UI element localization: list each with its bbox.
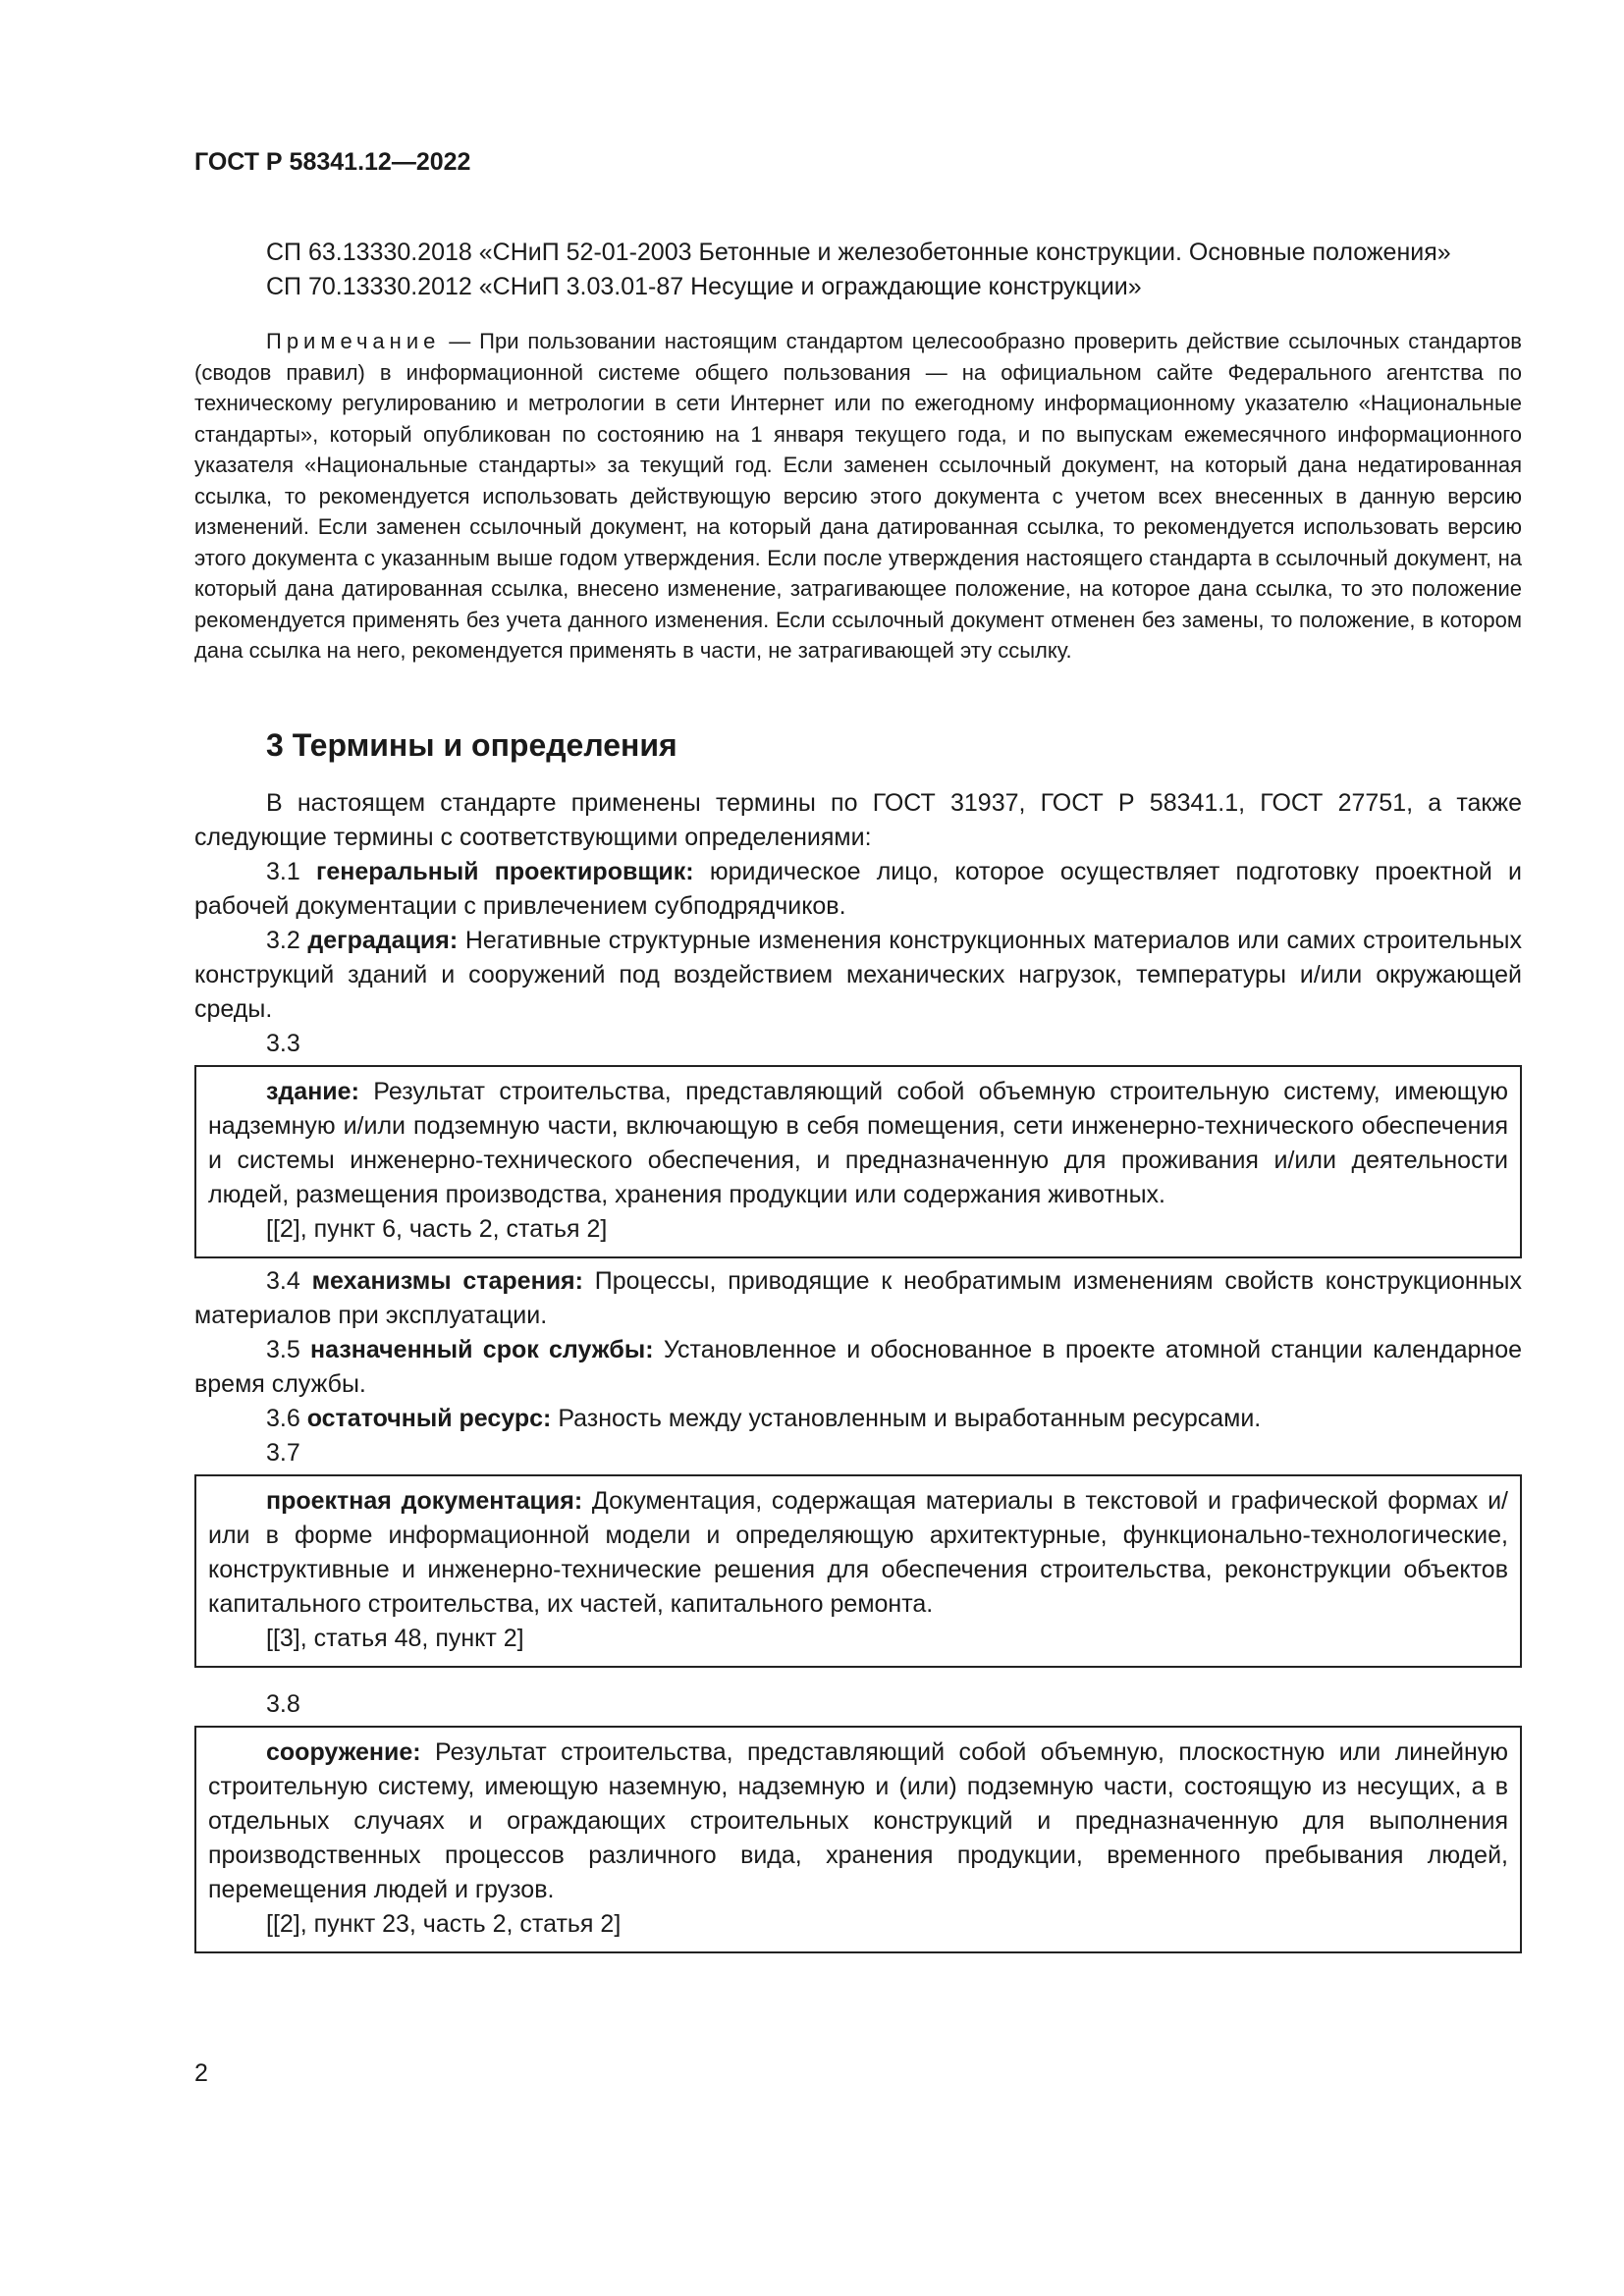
term-entry-3-5: [194, 1333, 1522, 1402]
term-number: 3.5: [266, 1335, 311, 1363]
reference-item: СП 70.13330.2012 «СНиП 3.03.01-87 Несущие и ограждающие конструкции»: [266, 273, 1142, 300]
term-source: [[3], статья 48, пункт 2]: [266, 1624, 524, 1652]
term-definition: Установленное и обоснованное в проекте атомной станции календарное время службы.: [194, 1335, 1523, 1398]
term-name: назначенный срок службы:: [310, 1335, 654, 1363]
document-code-header: ГОСТ Р 58341.12—2022: [194, 148, 471, 176]
term-entry-3-8: [208, 1735, 1508, 1907]
term-name: механизмы старения:: [311, 1266, 583, 1295]
term-definition: Разность между установленным и выработанным ресурсами.: [551, 1404, 1262, 1432]
spacer: [194, 1674, 1522, 1687]
reference-item: СП 63.13330.2018 «СНиП 52-01-2003 Бетонные и железобетонные конструкции. Основные положения»: [266, 239, 1451, 266]
term-entry-3-3: [208, 1075, 1508, 1212]
normative-references: [194, 236, 1522, 304]
term-name: здание:: [266, 1077, 359, 1105]
term-box-3-8: [194, 1726, 1522, 1953]
term-definition: Негативные структурные изменения конструкционных материалов или самих строительных конструкций зданий и сооружений под воздействием механических нагрузок, температуры и/или окружающей среды.: [194, 926, 1523, 1023]
section-intro: В настоящем стандарте применены термины по ГОСТ 31937, ГОСТ Р 58341.1, ГОСТ 27751, а также следующие термины с соответствующими определениями:: [194, 788, 1522, 851]
term-definition: Результат строительства, представляющий собой объемную строительную систему, имеющую надземную и/или подземную части, включающую в себя помещения, сети инженерно-технического обеспечения и системы инженерно-технического обеспечения, и предназначенную для проживания и/или деятельности людей, размещения производства, хранения продукции или содержания животных.: [208, 1077, 1508, 1208]
term-box-3-3: [194, 1065, 1522, 1258]
term-definition: Результат строительства, представляющий собой объемную, плоскостную или линейную строительную систему, имеющую наземную, надземную и (или) подземную части, состоящую из несущих, а в отдельных случаях и ограждающих строительных конструкций и предназначенную для выполнения производственных процессов различного вида, хранения продукции, временного пребывания людей, перемещения людей и грузов.: [208, 1737, 1508, 1903]
term-number-3-8: 3.8: [266, 1689, 300, 1718]
note-label: Примечание: [266, 329, 441, 353]
term-definition: юридическое лицо, которое осуществляет подготовку проектной и рабочей документации с привлечением субподрядчиков.: [194, 857, 1523, 920]
term-entry-3-7: [208, 1484, 1508, 1622]
term-entry-3-1: [194, 855, 1522, 924]
term-number-3-7: 3.7: [266, 1438, 300, 1467]
note-paragraph: [194, 326, 1522, 667]
section-title: 3 Термины и определения: [266, 726, 677, 763]
term-number: 3.2: [266, 926, 308, 954]
term-name: генеральный проектировщик:: [315, 857, 694, 885]
term-entry-3-6: [194, 1402, 1522, 1436]
note-text: — При пользовании настоящим стандартом целесообразно проверить действие ссылочных стандартов (сводов правил) в информационной системе общего пользования — на официальном сайте Федерального агентства по техническому регулированию и метрологии в сети Интернет или по ежегодному информационному указателю «Национальные стандарты», который опубликован по состоянию на 1 января текущего года, и по выпускам ежемесячного информационного указателя «Национальные стандарты» за текущий год. Если заменен ссылочный документ, на который дана недатированная ссылка, то рекомендуется использовать действующую версию этого документа с учетом всех внесенных в данную версию изменений. Если заменен ссылочный документ, на который дана датированная ссылка, то рекомендуется использовать версию этого документа с указанным выше годом утверждения. Если после утверждения настоящего стандарта в ссылочный документ, на который дана датированная ссылка, внесено изменение, затрагивающее положение, на которое дана ссылка, то это положение рекомендуется применять без учета данного изменения. Если ссылочный документ отменен без замены, то положение, в котором дана ссылка на него, рекомендуется применять в части, не затрагивающей эту ссылку.: [194, 329, 1522, 663]
term-number: 3.1: [266, 857, 316, 885]
page-number: 2: [194, 2059, 208, 2087]
term-box-3-7: [194, 1474, 1522, 1668]
term-entry-3-4: [194, 1264, 1522, 1333]
term-name: сооружение:: [266, 1737, 421, 1766]
term-source: [[2], пункт 23, часть 2, статья 2]: [266, 1909, 622, 1938]
term-entry-3-2: [194, 924, 1522, 1027]
term-number: 3.6: [266, 1404, 307, 1432]
term-number-3-3: 3.3: [266, 1029, 300, 1057]
term-source: [[2], пункт 6, часть 2, статья 2]: [266, 1214, 608, 1243]
document-page: [194, 147, 1522, 1959]
term-definition: Документация, содержащая материалы в текстовой и графической формах и/или в форме информационной модели и определяющую архитектурные, функционально-технологические, конструктивные и инженерно-технические решения для обеспечения строительства, реконструкции объектов капитального строительства, их частей, капитального ремонта.: [208, 1486, 1508, 1618]
term-name: проектная документация:: [266, 1486, 583, 1515]
term-name: остаточный ресурс:: [306, 1404, 552, 1432]
term-name: деградация:: [307, 926, 459, 954]
term-number: 3.4: [266, 1266, 312, 1295]
term-definition: Процессы, приводящие к необратимым изменениям свойств конструкционных материалов при эксплуатации.: [194, 1266, 1523, 1329]
